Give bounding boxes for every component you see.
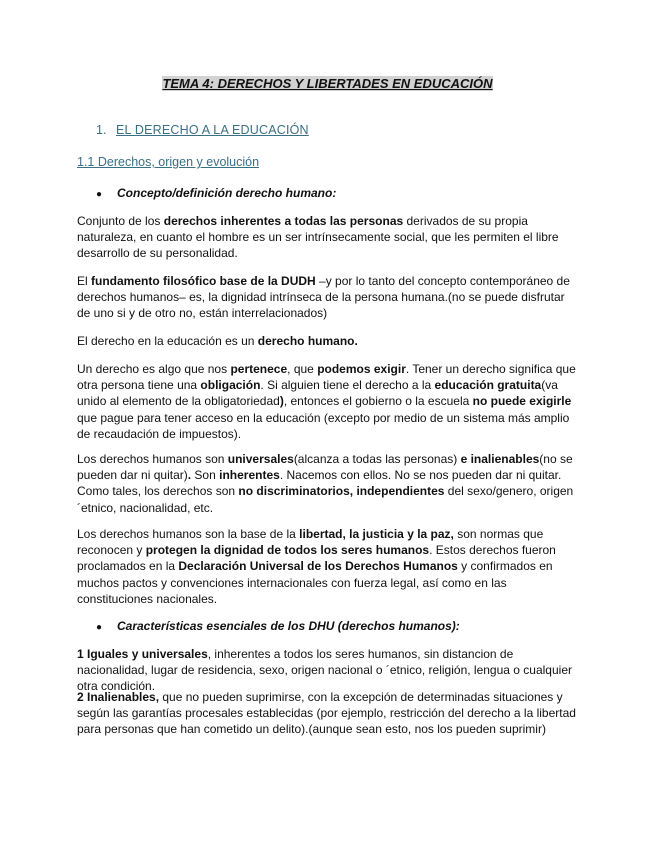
section-number: 1. xyxy=(96,123,107,137)
paragraph-iguales: 1 Iguales y universales, inherentes a todos los seres humanos, sin distancion de nacionalidad, lugar de residencia, sexo, origen nacional o ´etnico, religión, lengua o cualquier otra condición. xyxy=(77,647,572,694)
section-heading-1 xyxy=(96,123,309,137)
bullet-concepto xyxy=(96,186,336,200)
paragraph-derecho-definicion: Un derecho es algo que nos pertenece, que podemos exigir. Tener un derecho significa que otra persona tiene una obligación. Si alguien tiene el derecho a la educación gratuita(va unido al elemento de la obligatoriedad), entonces el gobierno o la escuela no puede exigirle que pague para tener acceso en la educación (excepto por medio de un sistema más amplio de recaudación de impuestos). xyxy=(77,362,576,441)
paragraph-fundamento: El fundamento filosófico base de la DUDH –y por lo tanto del concepto contemporáneo de derechos humanos– es, la dignidad intrínseca de la persona humana.(no se puede disfrutar de uno si y de otro no, están interrelacionados) xyxy=(77,274,570,321)
paragraph-inalienables: 2 Inalienables, que no pueden suprimirse, con la excepción de determinadas situaciones y según las garantías procesales establecidas (por ejemplo, restricción del derecho a la libertad para personas que han cometido un delito).(aunque sean esto, nos los pueden suprimir) xyxy=(77,690,576,737)
paragraph-base-libertad: Los derechos humanos son la base de la libertad, la justicia y la paz, son normas que reconocen y protegen la dignidad de todos los seres humanos. Estos derechos fueron proclamados en la Declaración Universal de los Derechos Humanos y confirmados en muchos pactos y convenciones internacionales con fuerza legal, así como en las constituciones nacionales. xyxy=(77,527,556,606)
bullet-dot-icon: ● xyxy=(96,622,103,633)
bullet-label: Características esenciales de los DHU (derechos humanos): xyxy=(117,619,460,633)
section-label: EL DERECHO A LA EDUCACIÓN xyxy=(116,123,309,137)
bullet-label: Concepto/definición derecho humano: xyxy=(117,186,337,200)
document-title: TEMA 4: DERECHOS Y LIBERTADES EN EDUCACIÓN xyxy=(162,76,493,91)
bullet-caracteristicas xyxy=(96,619,460,633)
subsection-heading: 1.1 Derechos, origen y evolución xyxy=(77,155,260,169)
paragraph-universales: Los derechos humanos son universales(alcanza a todas las personas) e inalienables(no se pueden dar ni quitar). Son inherentes. Nacemos con ellos. No se nos pueden dar ni quitar. Como tales, los derechos son no discriminatorios, independientes del sexo/genero, origen ´etnico, nacionalidad, etc. xyxy=(77,452,574,515)
bullet-dot-icon: ● xyxy=(96,189,103,200)
paragraph-definicion: Conjunto de los derechos inherentes a todas las personas derivados de su propia naturaleza, en cuanto el hombre es un ser intrínsecamente social, que les permiten el libre desarrollo de su personalidad. xyxy=(77,214,559,261)
paragraph-derecho-humano: El derecho en la educación es un derecho humano. xyxy=(77,334,358,348)
